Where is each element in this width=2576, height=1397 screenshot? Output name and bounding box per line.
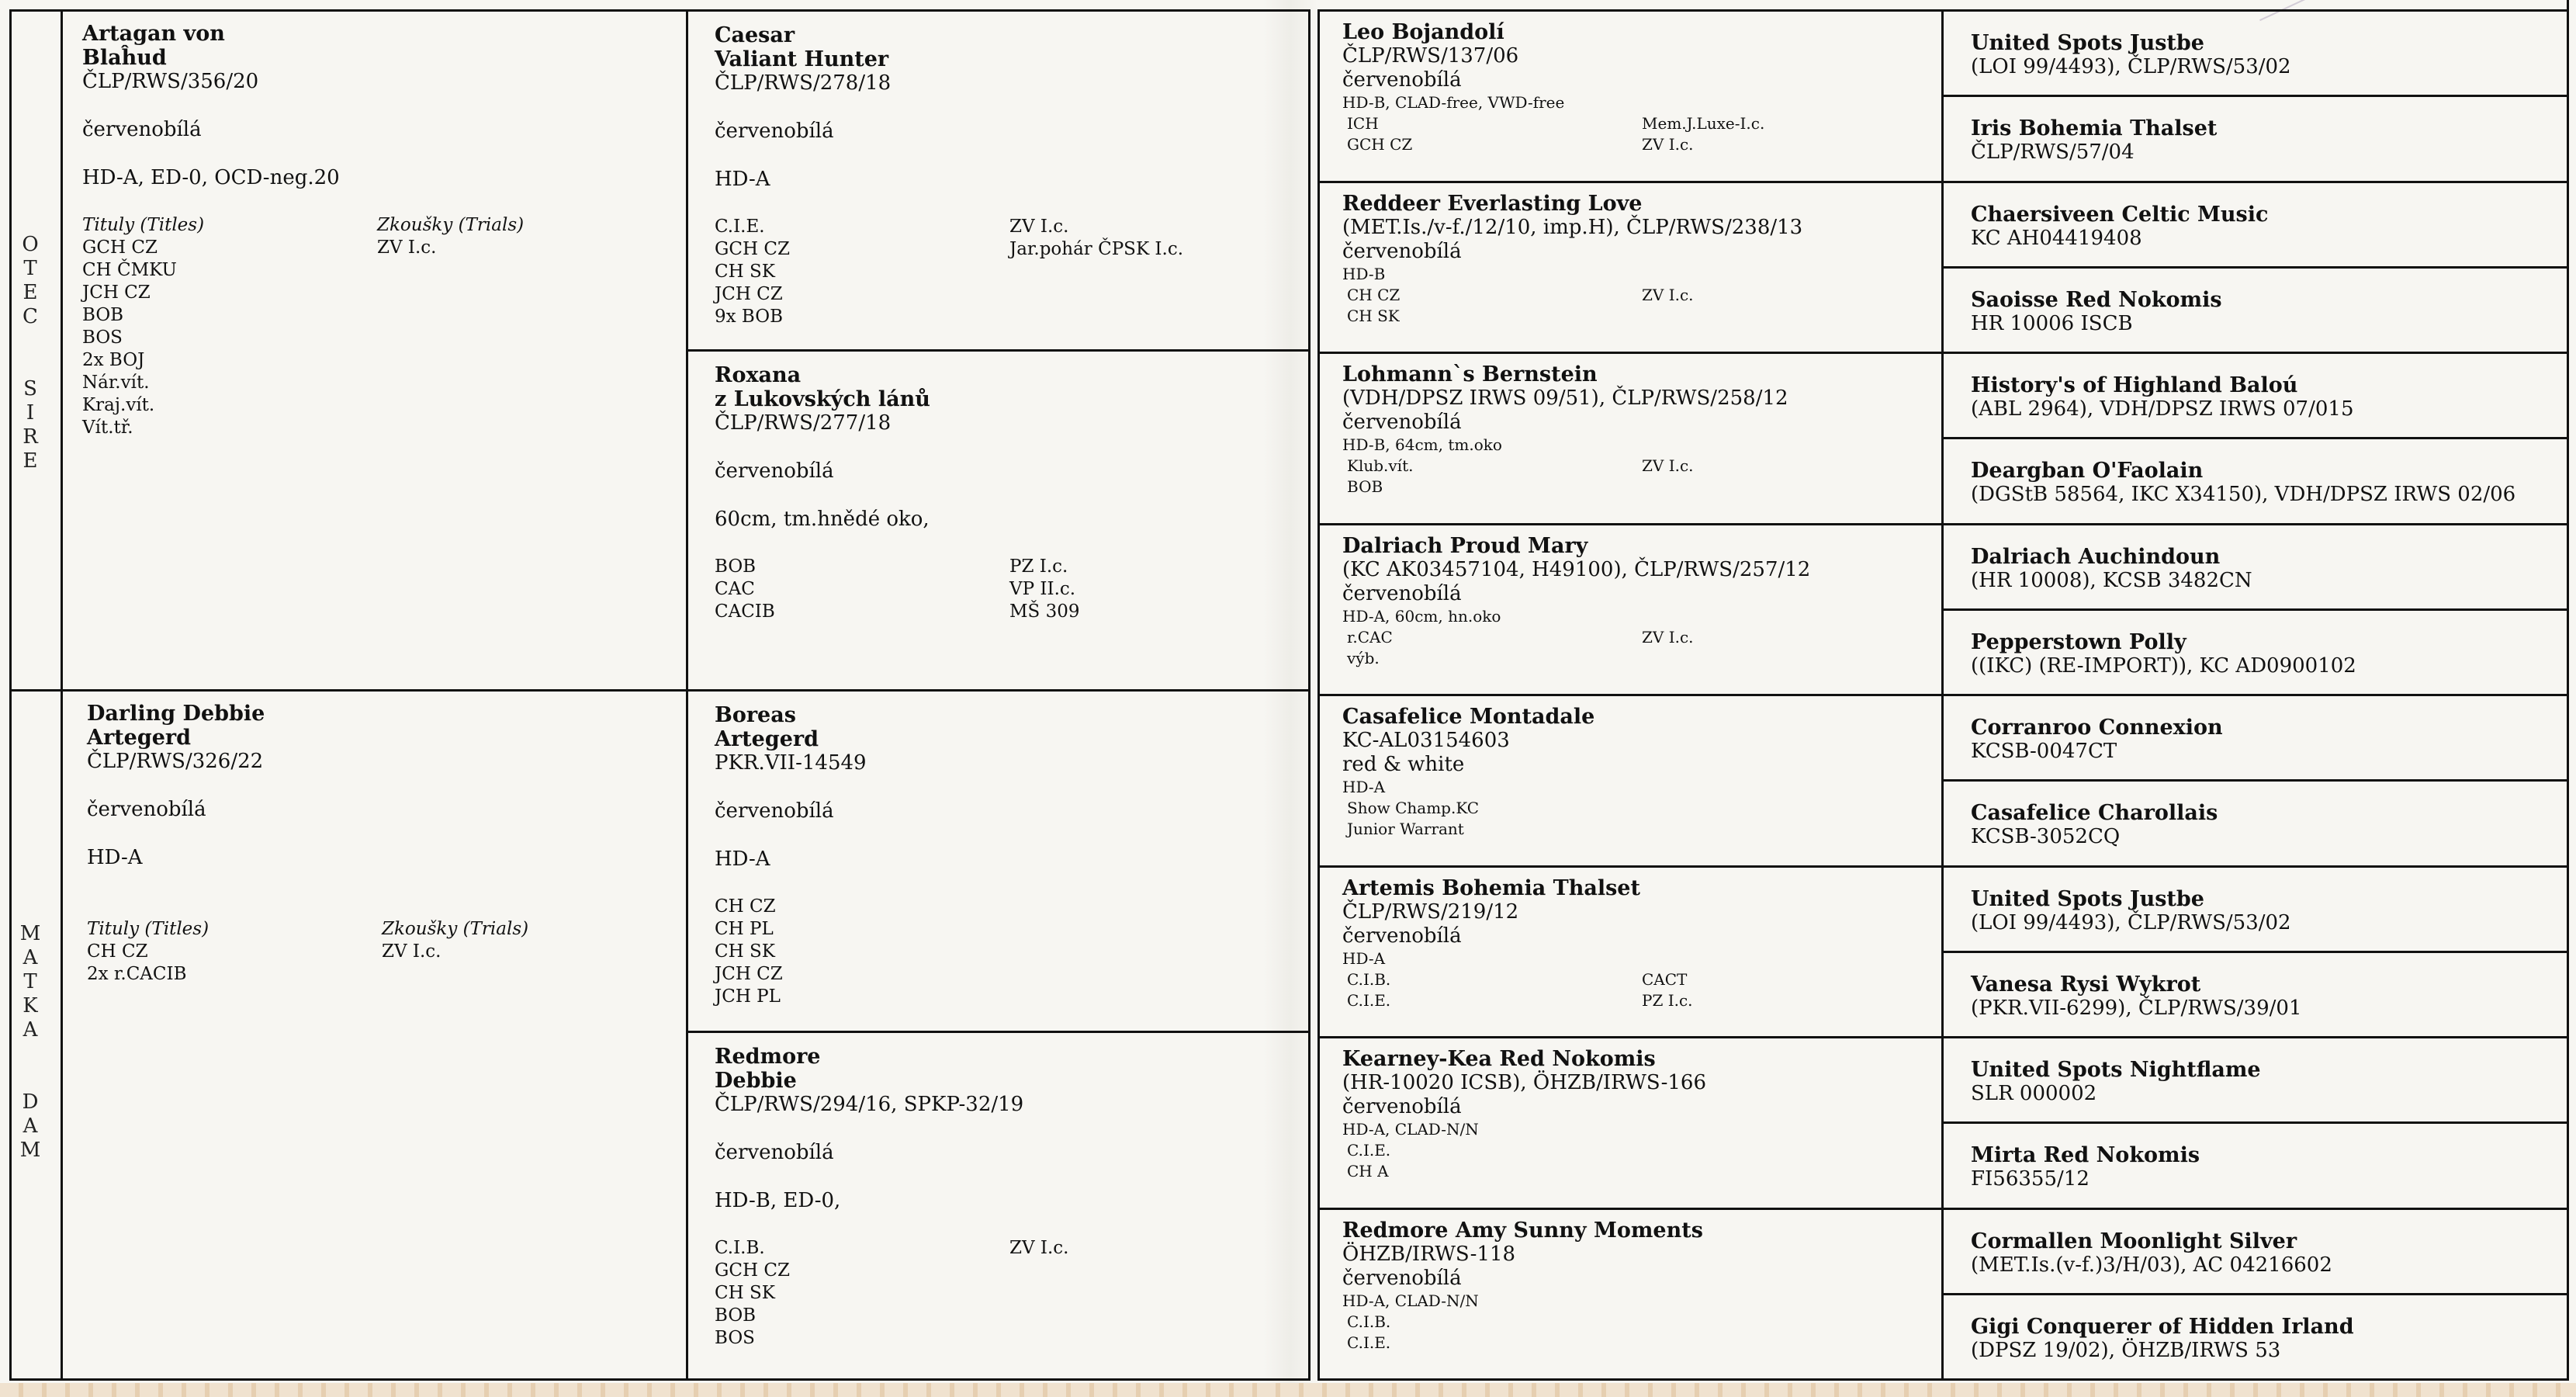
table-rule (686, 1031, 1311, 1033)
great-grandparent-cell (1319, 525, 1940, 696)
dog-name: Valiant Hunter (715, 47, 889, 71)
dog-detail: ČLP/RWS/219/12 (1342, 900, 1519, 924)
table-rule (1941, 1293, 2568, 1295)
dog-titles (1342, 627, 1916, 669)
dog-registration: (DPSZ 19/02), ÖHZB/IRWS 53 (1971, 1338, 2281, 1362)
table-rule (1317, 1036, 1944, 1038)
title-item: CH A (1347, 1162, 1389, 1180)
dog-health: HD-A (1342, 778, 1386, 796)
spacer (715, 95, 1283, 120)
spacer (715, 1117, 1283, 1141)
dog-color: červenobílá (715, 120, 834, 143)
title-item: CACT (1642, 969, 1688, 989)
sire-health: HD-A, ED-0, OCD-neg.20 (82, 166, 340, 189)
great-great-grandparent-cell (1943, 11, 2568, 96)
great-great-grandparent-cell (1943, 525, 2568, 610)
side-letter: I (26, 401, 35, 425)
title-item: MŠ 309 (1009, 601, 1080, 622)
titles-left (715, 1237, 1009, 1350)
dam-name-line1: Darling Debbie (87, 702, 265, 726)
dog-name: Chaersiveen Celtic Music (1971, 202, 2269, 227)
dog-detail: red & white (1342, 753, 1465, 776)
title-item: JCH CZ (82, 283, 151, 303)
table-rule (1941, 694, 2568, 696)
spacer (715, 872, 1283, 896)
spacer (715, 435, 1283, 459)
dog-health: HD-A, 60cm, hn.oko (1342, 606, 1501, 626)
dog-name: Debbie (715, 1069, 797, 1093)
title-item: BOB (82, 305, 124, 325)
table-rule (1941, 1036, 2568, 1038)
great-great-grandparent-cell (1943, 182, 2568, 268)
title-item: VP II.c. (1009, 579, 1076, 599)
title-item: ZV I.c. (1642, 285, 1694, 304)
dog-titles (715, 556, 1283, 623)
table-rule (61, 9, 63, 1381)
title-item: JCH PL (715, 986, 781, 1007)
dog-registration: (HR 10008), KCSB 3482CN (1971, 568, 2252, 592)
title-item: C.I.B. (1347, 1312, 1391, 1331)
dam-registration: ČLP/RWS/326/22 (87, 750, 264, 773)
dog-titles (1342, 456, 1916, 497)
titles-left (1342, 456, 1642, 497)
great-grandparent-cell (1319, 1209, 1940, 1381)
title-item: C.I.E. (1347, 1333, 1391, 1352)
table-rule (1317, 865, 1944, 868)
titles-right (1642, 627, 1694, 669)
dog-name: Mirta Red Nokomis (1971, 1143, 2200, 1168)
titles-right (1009, 216, 1183, 328)
dog-registration: (LOI 99/4493), ČLP/RWS/53/02 (1971, 55, 2291, 78)
spacer (715, 144, 1283, 168)
dog-name: Kearney-Kea Red Nokomis (1342, 1047, 1656, 1071)
title-item: CH CZ (715, 896, 776, 917)
dog-health: 60cm, tm.hnědé oko, (715, 508, 930, 531)
dog-registration: (DGStB 58564, IKC X34150), VDH/DPSZ IRWS 02/06 (1971, 483, 2516, 507)
sire-name-line1: Artagan von (82, 22, 225, 46)
table-rule (1941, 437, 2568, 439)
dam-trials-list (382, 941, 528, 963)
dog-name: Casafelice Charollais (1971, 801, 2218, 826)
dog-registration: ČLP/RWS/278/18 (715, 71, 892, 95)
dog-detail: ÖHZB/IRWS-118 (1342, 1242, 1516, 1266)
dog-name: Deargban O'Faolain (1971, 459, 2204, 484)
title-item: r.CAC (1347, 627, 1393, 647)
title-item: CH ČMKU (82, 260, 177, 280)
side-letter: T (23, 970, 37, 993)
great-great-grandparent-cell (1943, 1209, 2568, 1295)
title-item: BOS (715, 1328, 755, 1348)
side-letter: O (22, 233, 39, 256)
side-letter: R (23, 425, 38, 449)
side-letter: D (22, 1090, 39, 1114)
titles-left (1342, 1140, 1642, 1182)
title-item: ICH (1347, 114, 1379, 133)
side-letter: A (23, 946, 38, 969)
table-rule (1941, 608, 2568, 611)
dog-registration: ((IKC) (RE-IMPORT)), KC AD0900102 (1971, 653, 2356, 678)
table-rule (1941, 523, 2568, 525)
great-great-grandparent-cell (1943, 353, 2568, 439)
side-label-dam (11, 922, 50, 1163)
great-great-grandparent-cell (1943, 1038, 2568, 1123)
spacer (715, 1165, 1283, 1189)
title-item: 2x BOJ (82, 350, 145, 370)
grandparent-cell (688, 1032, 1309, 1383)
dog-name: Cormallen Moonlight Silver (1971, 1229, 2297, 1253)
dog-color: červenobílá (715, 1141, 834, 1164)
dog-registration: FI56355/12 (1971, 1167, 2090, 1191)
title-item: GCH CZ (82, 237, 158, 258)
dog-name: Vanesa Rysi Wykrot (1971, 972, 2201, 997)
title-item: 9x BOB (715, 307, 784, 327)
title-item: PZ I.c. (1009, 556, 1068, 577)
titles-left (1342, 113, 1642, 155)
table-rule (2567, 0, 2569, 1381)
dog-registration: (LOI 99/4493), ČLP/RWS/53/02 (1971, 910, 2291, 934)
dog-registration: SLR 000002 (1971, 1082, 2097, 1105)
dog-health: HD-A (1342, 948, 1386, 968)
dog-health: HD-B (1342, 264, 1386, 283)
great-great-grandparent-cell (1943, 1295, 2568, 1380)
dog-name: Casafelice Montadale (1342, 705, 1595, 729)
dog-name: z Lukovských lánů (715, 387, 930, 411)
great-great-grandparent-cell (1943, 867, 2568, 952)
dog-detail: červenobílá (1342, 68, 1462, 92)
dog-name: Leo Bojandolí (1342, 20, 1504, 44)
dog-name: Boreas (715, 703, 796, 727)
title-item: CAC (715, 579, 755, 599)
dog-detail: červenobílá (1342, 1266, 1462, 1290)
dog-health: HD-A (715, 848, 770, 871)
sire-color: červenobílá (82, 118, 202, 141)
sire-registration: ČLP/RWS/356/20 (82, 70, 259, 93)
sire-titles-list (82, 237, 377, 439)
table-rule (686, 349, 1311, 352)
titles-right (1642, 113, 1764, 155)
side-letter: M (19, 922, 41, 945)
titles-left (1342, 285, 1642, 327)
titles-left (715, 896, 1009, 1008)
dam-color: červenobílá (87, 798, 206, 821)
dog-name: United Spots Nightflame (1971, 1058, 2261, 1082)
table-rule (1941, 865, 2568, 868)
side-letter: A (23, 1018, 38, 1042)
title-item: GCH CZ (715, 1260, 790, 1281)
table-rule (1941, 352, 2568, 354)
spacer (715, 192, 1283, 216)
spacer (715, 775, 1283, 799)
title-item: CH SK (1347, 306, 1400, 325)
decorative-border (0, 1383, 2576, 1397)
dog-detail: (HR-10020 ICSB), ÖHZB/IRWS-166 (1342, 1071, 1707, 1094)
dog-registration: (ABL 2964), VDH/DPSZ IRWS 07/015 (1971, 397, 2354, 421)
title-item: C.I.E. (1347, 1141, 1391, 1160)
title-item: PZ I.c. (1642, 990, 1693, 1010)
dam-titles-label: Tituly (Titles) (87, 919, 209, 939)
side-letter: T (23, 257, 37, 280)
table-rule (1317, 694, 1944, 696)
title-item: ZV I.c. (382, 941, 441, 962)
title-item: Show Champ.KC (1347, 799, 1480, 817)
side-letter: S (23, 377, 37, 400)
dog-titles (1342, 798, 1916, 840)
title-item: Vít.tř. (82, 418, 133, 438)
great-great-grandparent-cell (1943, 952, 2568, 1038)
title-item: CH CZ (87, 941, 148, 962)
spacer (715, 823, 1283, 848)
dog-color: červenobílá (715, 459, 834, 483)
dog-registration: HR 10006 ISCB (1971, 311, 2133, 335)
side-letter (11, 1042, 50, 1090)
titles-left (1342, 627, 1642, 669)
side-letter: A (23, 1114, 38, 1138)
dog-name: United Spots Justbe (1971, 31, 2204, 55)
table-rule (1317, 1208, 1944, 1210)
great-great-grandparent-cell (1943, 96, 2568, 182)
title-item: Kraj.vít. (82, 395, 155, 415)
table-rule (9, 9, 12, 1381)
great-grandparent-cell (1319, 695, 1940, 867)
dog-titles (1342, 1140, 1916, 1182)
side-letter: K (23, 994, 38, 1017)
title-item: CH SK (715, 941, 775, 962)
dog-name: Saoisse Red Nokomis (1971, 287, 2222, 312)
title-item: ZV I.c. (1642, 456, 1694, 475)
dog-health: HD-A, CLAD-N/N (1342, 1120, 1479, 1139)
dog-registration: PKR.VII-14549 (715, 751, 867, 775)
dog-name: History's of Highland Baloú (1971, 373, 2298, 397)
dog-titles (1342, 285, 1916, 327)
table-rule (1317, 181, 1944, 183)
dog-detail: červenobílá (1342, 581, 1462, 605)
dam-name-line2: Artegerd (87, 726, 191, 750)
title-item: BOS (82, 328, 123, 348)
titles-right (1009, 1237, 1069, 1350)
side-letter: M (19, 1139, 41, 1162)
title-item: ZV I.c. (1009, 217, 1069, 237)
dog-titles (1342, 1312, 1916, 1354)
dog-titles (715, 216, 1283, 328)
dog-detail: červenobílá (1342, 924, 1462, 948)
dog-name: Reddeer Everlasting Love (1342, 191, 1643, 216)
dog-name: Artemis Bohemia Thalset (1342, 875, 1640, 900)
dog-name: Corranroo Connexion (1971, 716, 2223, 740)
sire-trials-label: Zkoušky (Trials) (377, 215, 525, 235)
titles-left (1342, 969, 1642, 1011)
dog-name: Dalriach Proud Mary (1342, 533, 1588, 558)
title-item: CH SK (715, 262, 775, 282)
title-item: CH PL (715, 919, 774, 939)
dam-cell (62, 691, 687, 1378)
great-grandparent-cell (1319, 867, 1940, 1038)
side-letter (11, 329, 50, 377)
table-rule (9, 1378, 1311, 1381)
title-item: ZV I.c. (377, 237, 437, 258)
titles-left (715, 556, 1009, 623)
dog-detail: červenobílá (1342, 411, 1462, 434)
dog-detail: KC-AL03154603 (1342, 729, 1510, 752)
title-item: Mem.J.Luxe-I.c. (1642, 114, 1765, 133)
dog-color: červenobílá (715, 799, 834, 823)
title-item: ZV I.c. (1009, 1238, 1069, 1258)
dog-name: Lohmann`s Bernstein (1342, 362, 1598, 387)
table-rule (1941, 95, 2568, 97)
great-great-grandparent-cell (1943, 695, 2568, 781)
table-rule (1941, 1208, 2568, 1210)
great-great-grandparent-cell (1943, 439, 2568, 524)
title-item: C.I.E. (1347, 990, 1391, 1010)
dog-health: HD-A, CLAD-N/N (1342, 1291, 1479, 1310)
great-grandparent-cell (1319, 182, 1940, 354)
table-rule (1317, 352, 1944, 354)
grandparent-cell (688, 351, 1309, 691)
grandparent-cell (688, 11, 1309, 351)
great-grandparent-cell (1319, 353, 1940, 525)
dam-titles-list (87, 941, 382, 986)
dog-registration: (MET.Is.(v-f.)3/H/03), AC 04216602 (1971, 1253, 2332, 1277)
dog-name: Redmore Amy Sunny Moments (1342, 1218, 1703, 1243)
dog-titles (1342, 969, 1916, 1011)
dog-health: HD-B, CLAD-free, VWD-free (1342, 93, 1565, 112)
titles-right (1009, 556, 1080, 623)
spacer (715, 484, 1283, 508)
dog-registration: ČLP/RWS/57/04 (1971, 140, 2135, 165)
table-rule (1308, 9, 1311, 1381)
title-item: C.I.E. (715, 217, 765, 237)
title-item: CH SK (715, 1283, 775, 1303)
dog-detail: ČLP/RWS/137/06 (1342, 44, 1519, 68)
title-item: CH CZ (1347, 285, 1401, 304)
title-item: Klub.vít. (1347, 456, 1414, 475)
dog-titles (1342, 113, 1916, 155)
spacer (715, 532, 1283, 556)
dam-health: HD-A (87, 846, 143, 869)
dam-trials-label: Zkoušky (Trials) (382, 919, 529, 939)
dog-registration: KC AH04419408 (1971, 226, 2142, 250)
titles-right (1642, 456, 1694, 497)
title-item: JCH CZ (715, 284, 783, 304)
dog-name: Caesar (715, 23, 795, 47)
dog-registration: KCSB-0047CT (1971, 740, 2117, 763)
dog-health: HD-B, 64cm, tm.oko (1342, 435, 1502, 454)
title-item: ZV I.c. (1642, 627, 1694, 647)
dog-name: Dalriach Auchindoun (1971, 544, 2221, 569)
side-label-sire (11, 233, 50, 473)
grandparent-cell (688, 691, 1309, 1032)
title-item: BOB (715, 1305, 757, 1326)
title-item: ZV I.c. (1642, 135, 1694, 154)
dog-detail: červenobílá (1342, 1095, 1462, 1118)
table-rule (9, 689, 1311, 692)
dog-titles (715, 1237, 1283, 1350)
dog-name: Gigi Conquerer of Hidden Irland (1971, 1314, 2354, 1339)
dog-detail: červenobílá (1342, 239, 1462, 263)
table-rule (1941, 951, 2568, 953)
dam-titles-trials (87, 918, 662, 986)
great-great-grandparent-cell (1943, 268, 2568, 353)
table-rule (1941, 779, 2568, 782)
title-item: Nár.vít. (82, 373, 150, 393)
dog-registration: ČLP/RWS/294/16, SPKP-32/19 (715, 1093, 1024, 1116)
title-item: BOB (1347, 477, 1383, 496)
title-item: 2x r.CACIB (87, 964, 187, 984)
sire-titles-label: Tituly (Titles) (82, 215, 205, 235)
title-item: Jar.pohár ČPSK I.c. (1009, 239, 1184, 259)
dog-name: United Spots Justbe (1971, 886, 2204, 911)
table-rule (686, 9, 688, 1381)
dog-name: Artegerd (715, 727, 819, 751)
title-item: výb. (1347, 648, 1380, 667)
titles-right (1642, 969, 1693, 1011)
dog-titles (715, 896, 1283, 1008)
side-letter: C (23, 305, 38, 328)
dog-name: Roxana (715, 363, 802, 387)
titles-left (715, 216, 1009, 328)
sire-cell (62, 11, 687, 691)
dog-registration: KCSB-3052CQ (1971, 825, 2121, 849)
sire-titles-trials (82, 214, 667, 439)
titles-left (1342, 1312, 1642, 1354)
great-grandparent-cell (1319, 1038, 1940, 1209)
spacer (715, 1213, 1283, 1237)
dog-registration: (PKR.VII-6299), ČLP/RWS/39/01 (1971, 996, 2302, 1020)
sire-trials-list (377, 237, 524, 259)
titles-left (1342, 798, 1642, 840)
table-rule (1941, 1121, 2568, 1124)
dog-detail: (MET.Is./v-f./12/10, imp.H), ČLP/RWS/238/13 (1342, 215, 1803, 239)
dog-name: Pepperstown Polly (1971, 629, 2186, 654)
title-item: GCH CZ (1347, 135, 1413, 154)
table-rule (9, 9, 1311, 12)
title-item: Junior Warrant (1347, 820, 1464, 838)
dog-registration: ČLP/RWS/277/18 (715, 411, 892, 435)
table-rule (1941, 266, 2568, 269)
side-letter: E (23, 281, 38, 304)
dog-name: Redmore (715, 1045, 821, 1069)
title-item: CACIB (715, 601, 775, 622)
title-item: C.I.B. (715, 1238, 765, 1258)
titles-right (1642, 285, 1694, 327)
table-rule (1941, 181, 2568, 183)
great-great-grandparent-cell (1943, 781, 2568, 866)
title-item: GCH CZ (715, 239, 790, 259)
title-item: BOB (715, 556, 757, 577)
great-great-grandparent-cell (1943, 610, 2568, 695)
dog-name: Iris Bohemia Thalset (1971, 116, 2218, 141)
great-grandparent-cell (1319, 11, 1940, 182)
side-letter: E (23, 449, 38, 473)
dog-health: HD-A (715, 168, 770, 191)
title-item: JCH CZ (715, 964, 783, 984)
great-great-grandparent-cell (1943, 1123, 2568, 1208)
title-item: C.I.B. (1347, 969, 1391, 989)
table-rule (1317, 523, 1944, 525)
dog-health: HD-B, ED-0, (715, 1189, 841, 1212)
dog-detail: (KC AK03457104, H49100), ČLP/RWS/257/12 (1342, 557, 1811, 581)
dog-detail: (VDH/DPSZ IRWS 09/51), ČLP/RWS/258/12 (1342, 387, 1788, 410)
sire-name-line2: Blaĥud (82, 46, 167, 70)
